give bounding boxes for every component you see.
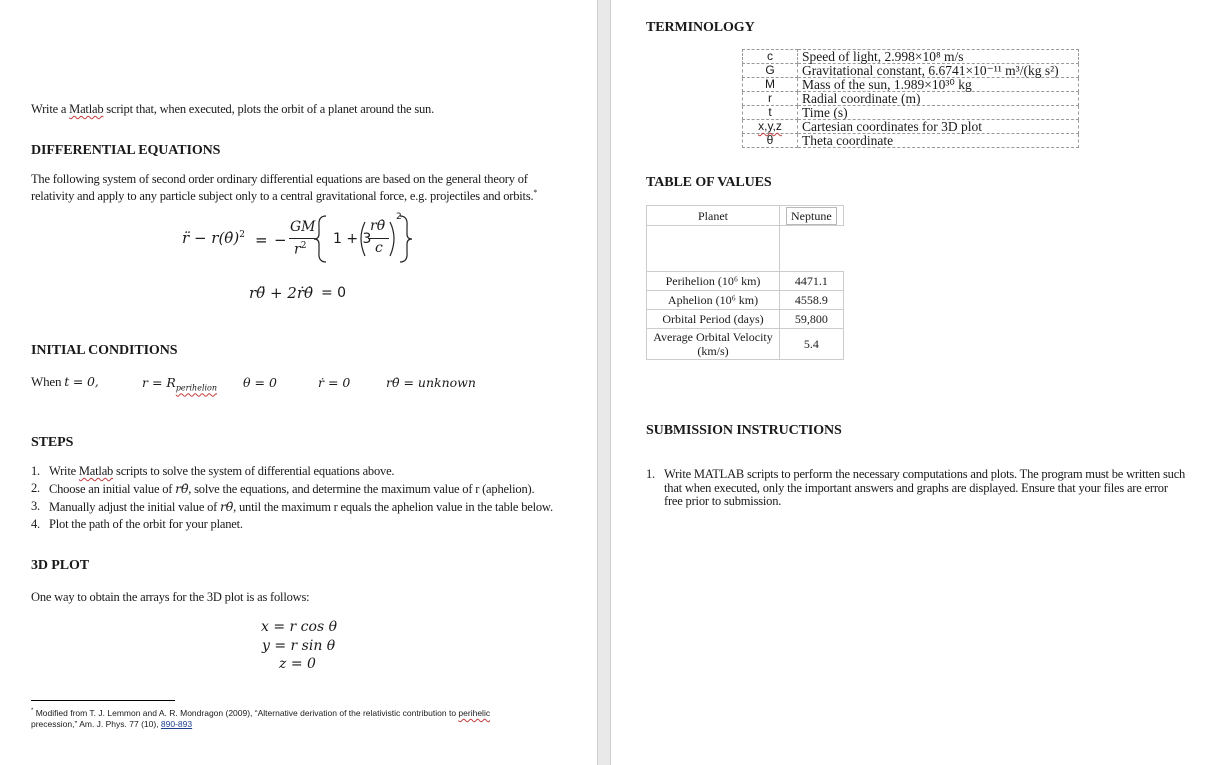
footnote-separator [31, 700, 175, 701]
plot-eq-x: x = r cos θ [261, 619, 338, 635]
table-row-blank [647, 226, 844, 272]
eq1-numerator: GM [290, 219, 316, 235]
table-row: θ Theta coordinate [743, 134, 1079, 148]
table-row: c Speed of light, 2.998×10⁸ m/s [743, 50, 1079, 64]
submission-line-2: that when executed, only the important answers and graphs are displayed. Ensure that your files are error [664, 481, 1168, 495]
diff-eq-paragraph-line-2: relativity and apply to any particle subject only to a central gravitational force, e.g. projectiles and orbits.* [31, 188, 538, 204]
table-row: M Mass of the sun, 1.989×10³⁰ kg [743, 78, 1079, 92]
initial-theta: θ = 0 [243, 375, 277, 390]
terminology-table [742, 49, 1079, 148]
eq1-inner-numerator: rθ̇ [370, 218, 386, 234]
eq1-outer-exponent: 2 [396, 212, 402, 222]
eq1-minus: − [274, 231, 287, 249]
eq1-one-plus-three: 1 + 3 [333, 231, 372, 247]
footnote-line-1: * Modified from T. J. Lemmon and A. R. Mondragon (2009), “Alternative derivation of the relativistic contribution to perihelic [31, 707, 491, 718]
values-table [646, 205, 844, 360]
eq2-lhs: rθ̈ + 2ṙθ̇ [249, 284, 314, 302]
table-row: r Radial coordinate (m) [743, 92, 1079, 106]
initial-rdot: ṙ = 0 [318, 375, 351, 390]
eq1-fraction-bar [289, 238, 315, 239]
eq1-inner-fraction-bar [368, 238, 389, 239]
intro-text: Write a Matlab script that, when executed, plots the orbit of a planet around the sun. [31, 102, 435, 116]
eq1-denominator: $r^2$ [294, 241, 307, 258]
list-item: 4. Plot the path of the orbit for your planet. [31, 517, 243, 531]
3d-plot-text: One way to obtain the arrays for the 3D plot is as follows: [31, 590, 310, 604]
diff-eq-paragraph-line-1: The following system of second order ordinary differential equations are based on the general theory of [31, 172, 528, 186]
initial-conditions-heading: INITIAL CONDITIONS [31, 343, 178, 358]
table-of-values-heading: TABLE OF VALUES [646, 175, 772, 190]
planet-header: Planet [647, 206, 780, 226]
eq1-lhs: r̈ − r(θ̇) [182, 229, 240, 247]
doi-link[interactable]: 890-893 [160, 719, 193, 729]
table-row: Orbital Period (days) 59,800 [647, 310, 844, 329]
planet-value-cell: Neptune [780, 206, 844, 226]
eq2-rhs: = 0 [321, 285, 347, 301]
steps-heading: STEPS [31, 435, 74, 450]
eq1-inner-denominator: c [375, 240, 383, 256]
plot-eq-y: y = r sin θ [262, 638, 336, 654]
document-page-left: Write a Matlab script that, when executed, plots the orbit of a planet around the sun. DIFFERENTIAL EQUATIONS The following system of second order ordinary differential equations are based on the general theory of relativity and apply to any particle subject only to a central gravitational force, e.g. projectiles and orbits.* r̈ − r(θ̇)$^2$ = − GM $r^2$ 1 + 3 rθ̇ c 2 rθ̈ + 2ṙθ̇ = 0 INITIAL CONDITIONS When t = 0, $r = R_{perihelion}$ θ = 0 ṙ = 0 rθ̇ = unknown STEPS 1. Write Matlab scripts to solve the system of differential equations above. 2. Choose an initial value of rθ̇, solve the equations, and determine the maximum value of r (aphelion). 3. Manually adjust the initial value of rθ̇, until the maximum r equals the aphelion value in the table below. 4. Plot the path of the orbit for your planet. 3D PLOT One way to obtain the arrays for the 3D plot is as follows: x = r cos θ y = r sin θ z = 0 * Modified from T. J. Lemmon and A. R. Mondragon (2009), “Alternative derivation of the relativistic contribution to perihelic precession,” Am. J. Phys. 77 (10), 890-893 [0, 0, 597, 765]
footnote-line-2: precession,” Am. J. Phys. 77 (10), 890-893 [31, 719, 193, 729]
table-row: Aphelion (10⁶ km) 4558.9 [647, 291, 844, 310]
differential-equations-heading: DIFFERENTIAL EQUATIONS [31, 143, 221, 158]
initial-r: $r = R_{perihelion}$ [142, 375, 218, 393]
table-row: x,y,z Cartesian coordinates for 3D plot [743, 120, 1079, 134]
list-item: 1. Write Matlab scripts to solve the system of differential equations above. [31, 464, 395, 478]
initial-rthetadot: rθ̇ = unknown [386, 375, 476, 390]
table-row: Perihelion (10⁶ km) 4471.1 [647, 272, 844, 291]
list-item: 3. Manually adjust the initial value of rθ̇, until the maximum r equals the aphelion value in the table below. [31, 499, 553, 514]
submission-line-1: Write MATLAB scripts to perform the necessary computations and plots. The program must be written such [664, 467, 1186, 481]
plot-eq-z: z = 0 [279, 656, 316, 672]
terminology-heading: TERMINOLOGY [646, 20, 755, 35]
submission-number: 1. [646, 467, 655, 481]
list-item: 2. Choose an initial value of rθ̇, solve the equations, and determine the maximum value of r (aphelion). [31, 481, 535, 496]
initial-when-label: When t = 0, [31, 374, 99, 389]
page-gutter [597, 0, 611, 765]
document-page-right [611, 0, 1211, 765]
footnote-reference: * [533, 188, 538, 197]
steps-list [31, 463, 553, 533]
eq1-equals: = [255, 231, 268, 249]
submission-line-3: free prior to submission. [664, 494, 782, 508]
table-row: Average Orbital Velocity (km/s) 5.4 [647, 329, 844, 360]
table-row [647, 206, 844, 226]
submission-heading: SUBMISSION INSTRUCTIONS [646, 423, 842, 438]
table-row: G Gravitational constant, 6.6741×10⁻¹¹ m³/(kg s²) [743, 64, 1079, 78]
matlab-word: Matlab [69, 102, 104, 116]
table-row: t Time (s) [743, 106, 1079, 120]
3d-plot-heading: 3D PLOT [31, 558, 90, 573]
